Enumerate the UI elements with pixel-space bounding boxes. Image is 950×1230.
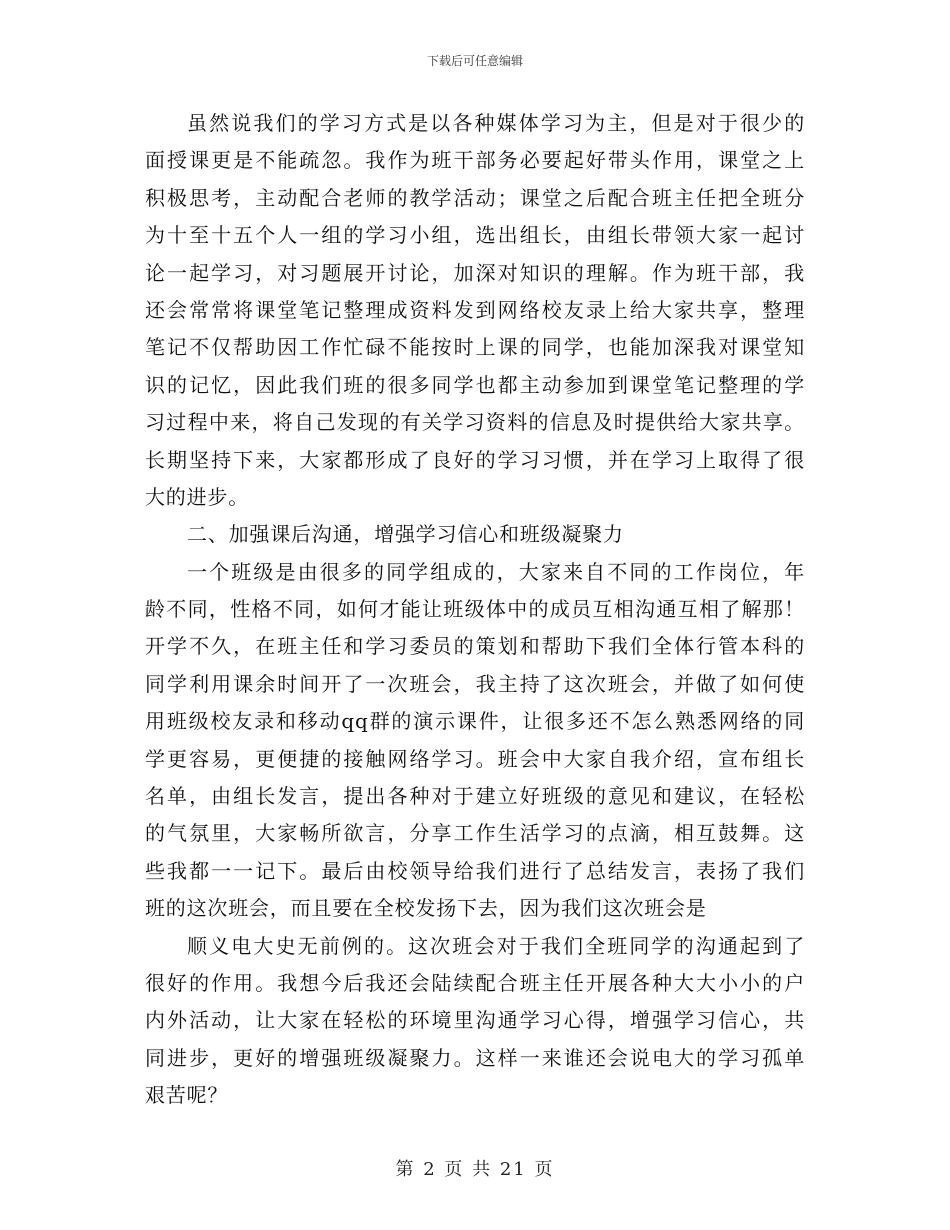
text-line: 班的这次班会，而且要在全校发扬下去，因为我们这次班会是 — [145, 896, 707, 921]
text-line: 顺义电大史无前例的。这次班会对于我们全班同学的沟通起到了 — [187, 933, 805, 958]
page-number-footer: 第 2 页 共 21 页 — [395, 1159, 555, 1180]
text-line: 同学利用课余时间开了一次班会，我主持了这次班会，并做了如何使 — [145, 671, 805, 696]
text-line: 龄不同，性格不同，如何才能让班级体中的成员互相沟通互相了解那！ — [145, 597, 805, 622]
text-line: 为十至十五个人一组的学习小组，选出组长，由组长带领大家一起讨 — [145, 223, 805, 248]
text-line: 的气氛里，大家畅所欲言，分享工作生活学习的点滴，相互鼓舞。这 — [145, 821, 805, 846]
text-line: 内外活动，让大家在轻松的环境里沟通学习心得，增强学习信心，共 — [145, 1008, 805, 1033]
text-line: 一个班级是由很多的同学组成的，大家来自不同的工作岗位，年 — [187, 559, 805, 584]
text-line: 艰苦呢？ — [145, 1083, 229, 1108]
text-line: 开学不久，在班主任和学习委员的策划和帮助下我们全体行管本科的 — [145, 634, 805, 659]
text-line: 很好的作用。我想今后我还会陆续配合班主任开展各种大大小小的户 — [145, 970, 805, 995]
text-line: 长期坚持下来，大家都形成了良好的学习习惯，并在学习上取得了很 — [145, 447, 805, 472]
text-line: 虽然说我们的学习方式是以各种媒体学习为主，但是对于很少的 — [187, 111, 805, 135]
document-body — [145, 105, 805, 1115]
text-line: 面授课更是不能疏忽。我作为班干部务必要起好带头作用，课堂之上 — [145, 148, 805, 173]
text-line: 笔记不仅帮助因工作忙碌不能按时上课的同学，也能加深我对课堂知 — [145, 335, 805, 360]
text-line: 同进步，更好的增强班级凝聚力。这样一来谁还会说电大的学习孤单 — [145, 1045, 805, 1070]
page-header: 下载后可任意编辑 — [426, 54, 523, 68]
text-line: 些我都一一记下。最后由校领导给我们进行了总结发言，表扬了我们 — [145, 858, 805, 883]
text-line: 识的记忆，因此我们班的很多同学也都主动参加到课堂笔记整理的学 — [145, 372, 805, 397]
text-line: 学更容易，更便捷的接触网络学习。班会中大家自我介绍，宣布组长 — [145, 746, 805, 771]
text-line: 积极思考，主动配合老师的教学活动；课堂之后配合班主任把全班分 — [145, 185, 805, 210]
section-heading: 二、加强课后沟通，增强学习信心和班级凝聚力 — [187, 522, 624, 547]
text-line: 大的进步。 — [145, 484, 249, 509]
text-line: 用班级校友录和移动qq群的演示课件，让很多还不怎么熟悉网络的同 — [145, 709, 805, 734]
text-line: 习过程中来，将自己发现的有关学习资料的信息及时提供给大家共享。 — [145, 410, 805, 435]
text-line: 名单，由组长发言，提出各种对于建立好班级的意见和建议，在轻松 — [145, 784, 805, 809]
text-line: 论一起学习，对习题展开讨论，加深对知识的理解。作为班干部，我 — [145, 260, 805, 285]
text-line: 还会常常将课堂笔记整理成资料发到网络校友录上给大家共享，整理 — [145, 297, 805, 322]
